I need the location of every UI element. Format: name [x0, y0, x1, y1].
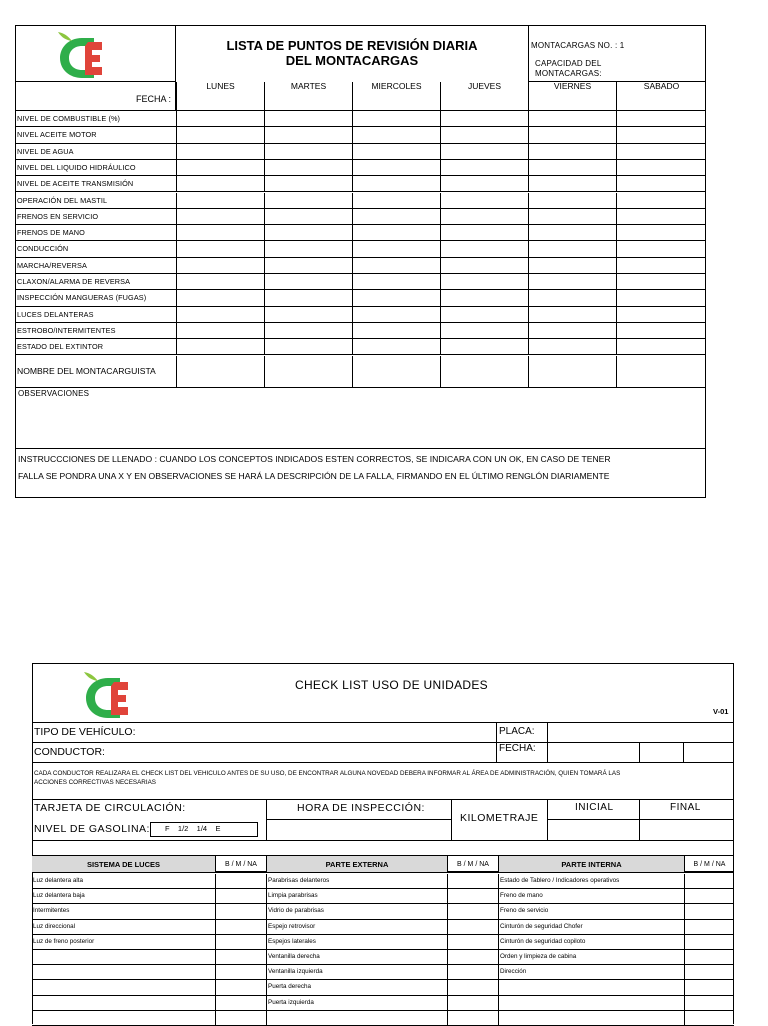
- mileage-initial-label: INICIAL: [575, 802, 614, 813]
- check-cell[interactable]: [352, 144, 440, 160]
- internal-rating-cell[interactable]: [684, 950, 734, 965]
- date-label: FECHA :: [136, 94, 172, 104]
- fuel-level-label: NIVEL DE GASOLINA:: [34, 823, 150, 835]
- date-input-year[interactable]: [683, 742, 734, 763]
- check-cell[interactable]: [528, 323, 616, 339]
- external-item: [266, 874, 447, 889]
- form2-title: CHECK LIST USO DE UNIDADES: [295, 678, 488, 692]
- date-label-2: FECHA:: [499, 743, 536, 754]
- date-input-month[interactable]: [639, 742, 683, 763]
- day-header-2: [352, 82, 440, 111]
- check-cell[interactable]: [264, 290, 352, 306]
- check-cell[interactable]: [616, 193, 706, 209]
- internal-item: [498, 965, 684, 980]
- lights-item: [32, 965, 215, 980]
- check-cell[interactable]: [528, 127, 616, 143]
- external-rating-cell[interactable]: [447, 920, 498, 935]
- operator-name-label: NOMBRE DEL MONTACARGUISTA: [17, 365, 156, 376]
- lights-rating-cell[interactable]: [215, 935, 266, 950]
- check-cell[interactable]: [176, 209, 264, 225]
- form1-title-line2: DEL MONTACARGAS: [285, 53, 419, 68]
- inspection-time-label: HORA DE INSPECCIÓN:: [297, 802, 425, 814]
- mileage-final-label: FINAL: [670, 802, 701, 813]
- check-cell[interactable]: [264, 258, 352, 274]
- check-cell[interactable]: [440, 176, 528, 192]
- check-cell[interactable]: [440, 225, 528, 241]
- check-cell[interactable]: [528, 274, 616, 290]
- check-cell[interactable]: [616, 127, 706, 143]
- plate-label: PLACA:: [499, 726, 535, 737]
- lights-item: [32, 996, 215, 1011]
- lights-item: [32, 980, 215, 995]
- check-cell[interactable]: [176, 127, 264, 143]
- check-cell[interactable]: [264, 127, 352, 143]
- check-cell[interactable]: [352, 258, 440, 274]
- lights-rating-header: B / M / NA: [215, 856, 266, 872]
- lights-item: [32, 889, 215, 904]
- operator-signature-cell[interactable]: [352, 356, 440, 389]
- check-cell[interactable]: [352, 160, 440, 176]
- external-item-label: Ventanilla izquierda: [268, 968, 323, 976]
- internal-item: [498, 874, 684, 889]
- checklist-item-label: INSPECCIÓN MANGUERAS (FUGAS): [17, 293, 147, 303]
- driver-label: CONDUCTOR:: [34, 746, 105, 758]
- check-cell[interactable]: [528, 144, 616, 160]
- operator-signature-cell[interactable]: [176, 356, 264, 389]
- check-cell[interactable]: [176, 225, 264, 241]
- checklist-item-label: NIVEL DE AGUA: [17, 146, 74, 156]
- external-item-label: Vidrio de parabrisas: [268, 907, 324, 915]
- notice-line1: CADA CONDUCTOR REALIZARA EL CHECK LIST DEL VEHICULO ANTES DE SU USO, DE ENCONTRAR ALGUNA NOVEDAD DEBERA INFORMAR AL ÁREA DE ADMINISTRACIÓN, QUIEN TOMARÁ LAS: [34, 770, 621, 777]
- check-cell[interactable]: [616, 111, 706, 127]
- lights-rating-cell[interactable]: [215, 965, 266, 980]
- check-cell[interactable]: [528, 193, 616, 209]
- check-cell[interactable]: [616, 176, 706, 192]
- internal-item-label: Freno de mano: [500, 892, 543, 900]
- check-cell[interactable]: [176, 274, 264, 290]
- check-cell[interactable]: [352, 193, 440, 209]
- check-cell[interactable]: [176, 176, 264, 192]
- check-cell[interactable]: [616, 258, 706, 274]
- check-cell[interactable]: [176, 193, 264, 209]
- check-cell[interactable]: [352, 274, 440, 290]
- notice-line2: ACCIONES CORRECTIVAS NECESARIAS: [34, 779, 156, 786]
- external-rating-cell[interactable]: [447, 904, 498, 919]
- internal-rating-header: B / M / NA: [684, 856, 734, 872]
- check-cell[interactable]: [616, 339, 706, 355]
- check-cell[interactable]: [264, 339, 352, 355]
- check-cell[interactable]: [352, 339, 440, 355]
- check-cell[interactable]: [264, 111, 352, 127]
- checklist-item-label: ESTROBO/INTERMITENTES: [17, 325, 116, 335]
- external-rating-cell[interactable]: [447, 935, 498, 950]
- day-header-0: [176, 82, 264, 111]
- day-label: LUNES: [206, 81, 235, 91]
- check-cell[interactable]: [528, 225, 616, 241]
- check-cell[interactable]: [352, 127, 440, 143]
- mileage-label: KILOMETRAJE: [460, 812, 539, 824]
- vehicle-type-label: TIPO DE VEHÍCULO:: [34, 726, 136, 738]
- check-cell[interactable]: [264, 323, 352, 339]
- external-item-label: Puerta izquierda: [268, 998, 314, 1006]
- day-header-5: [616, 82, 706, 111]
- checklist-item-label: LUCES DELANTERAS: [17, 309, 94, 319]
- check-cell[interactable]: [352, 307, 440, 323]
- external-item: [266, 935, 447, 950]
- check-cell[interactable]: [440, 241, 528, 257]
- lights-item-label: Luz de freno posterior: [33, 937, 95, 945]
- check-cell[interactable]: [176, 111, 264, 127]
- capacity-label-line2: MONTACARGAS:: [535, 69, 602, 78]
- check-cell[interactable]: [528, 339, 616, 355]
- check-cell[interactable]: [440, 290, 528, 306]
- lights-item-label: Luz delantera baja: [33, 892, 85, 900]
- check-cell[interactable]: [440, 209, 528, 225]
- internal-item: [498, 920, 684, 935]
- internal-item: [498, 935, 684, 950]
- external-item: [266, 996, 447, 1011]
- check-cell[interactable]: [616, 225, 706, 241]
- operator-signature-cell[interactable]: [616, 356, 706, 389]
- lights-rating-cell[interactable]: [215, 889, 266, 904]
- external-rating-cell[interactable]: [447, 980, 498, 995]
- check-cell[interactable]: [440, 258, 528, 274]
- check-cell[interactable]: [264, 144, 352, 160]
- internal-item: [498, 950, 684, 965]
- internal-header: PARTE INTERNA: [498, 856, 684, 872]
- checklist-item-label: CONDUCCIÓN: [17, 244, 69, 254]
- check-cell[interactable]: [440, 274, 528, 290]
- lights-item-label: Luz delantera alta: [33, 877, 84, 884]
- internal-rating-cell[interactable]: [684, 874, 734, 889]
- instructions-line1: INSTRUCCCIONES DE LLENADO : CUANDO LOS CONCEPTOS INDICADOS ESTEN CORRECTOS, SE INDICARA CON UN OK, EN CASO DE TENER: [18, 454, 611, 464]
- check-cell[interactable]: [176, 258, 264, 274]
- external-item: [266, 950, 447, 965]
- circulation-card-label: TARJETA DE CIRCULACIÓN:: [34, 802, 186, 814]
- check-cell[interactable]: [352, 241, 440, 257]
- instructions-line2: FALLA SE PONDRA UNA X Y EN OBSERVACIONES SE HARÁ LA DESCRIPCIÓN DE LA FALLA, FIRMANDO EN EL ÚLTIMO RENGLÓN DIARIAMENTE: [18, 471, 610, 481]
- lights-rating-cell[interactable]: [215, 950, 266, 965]
- checklist-item-label: FRENOS EN SERVICIO: [17, 211, 99, 221]
- checklist-item-label: NIVEL DE COMBUSTIBLE (%): [17, 114, 121, 123]
- internal-rating-cell[interactable]: [684, 965, 734, 980]
- check-cell[interactable]: [616, 307, 706, 323]
- check-cell[interactable]: [176, 323, 264, 339]
- check-cell[interactable]: [176, 160, 264, 176]
- check-cell[interactable]: [176, 339, 264, 355]
- external-item: [266, 920, 447, 935]
- check-cell[interactable]: [352, 225, 440, 241]
- internal-rating-cell[interactable]: [684, 980, 734, 995]
- check-cell[interactable]: [616, 144, 706, 160]
- external-item-label: Espejos laterales: [268, 937, 316, 945]
- internal-item-label: Dirección: [500, 968, 527, 976]
- check-cell[interactable]: [176, 290, 264, 306]
- mileage-input-row[interactable]: [547, 819, 734, 820]
- checklist-item-label: MARCHA/REVERSA: [17, 260, 87, 270]
- checklist-item-label: CLAXON/ALARMA DE REVERSA: [17, 277, 131, 286]
- check-cell[interactable]: [616, 274, 706, 290]
- check-cell[interactable]: [528, 307, 616, 323]
- mileage-divider: [639, 799, 640, 841]
- internal-rating-cell[interactable]: [684, 996, 734, 1011]
- check-cell[interactable]: [440, 160, 528, 176]
- external-item: [266, 889, 447, 904]
- lights-item-label: Intermitentes: [33, 907, 70, 915]
- day-header-4: [528, 82, 616, 111]
- internal-item-label: Orden y limpieza de cabina: [500, 953, 577, 960]
- lights-item-label: Luz direccional: [33, 922, 76, 930]
- form1-title-line1: LISTA DE PUNTOS DE REVISIÓN DIARIA: [226, 38, 478, 53]
- lights-item: [32, 935, 215, 950]
- check-cell[interactable]: [528, 290, 616, 306]
- check-cell[interactable]: [440, 193, 528, 209]
- internal-rating-cell[interactable]: [684, 904, 734, 919]
- lights-item: [32, 904, 215, 919]
- check-cell[interactable]: [528, 258, 616, 274]
- day-label: VIERNES: [553, 81, 592, 91]
- check-cell[interactable]: [352, 290, 440, 306]
- check-cell[interactable]: [616, 160, 706, 176]
- check-cell[interactable]: [440, 111, 528, 127]
- lights-rating-cell[interactable]: [215, 904, 266, 919]
- external-item-label: Parabrisas delanteros: [268, 877, 330, 884]
- lights-item: [32, 950, 215, 965]
- check-cell[interactable]: [616, 323, 706, 339]
- day-label: JUEVES: [467, 81, 502, 91]
- check-cell[interactable]: [528, 241, 616, 257]
- check-cell[interactable]: [264, 160, 352, 176]
- external-rating-cell[interactable]: [447, 950, 498, 965]
- mileage-cell: [451, 799, 452, 841]
- company-logo: [52, 28, 108, 80]
- external-rating-cell[interactable]: [447, 889, 498, 904]
- check-cell[interactable]: [264, 307, 352, 323]
- checklist-item-label: FRENOS DE MANO: [17, 228, 85, 238]
- internal-item: [498, 996, 684, 1011]
- operator-signature-cell[interactable]: [440, 356, 528, 389]
- company-logo-2: [78, 668, 134, 720]
- external-rating-cell[interactable]: [447, 996, 498, 1011]
- internal-item: [498, 904, 684, 919]
- forklift-number: MONTACARGAS NO. : 1: [531, 41, 625, 50]
- check-cell[interactable]: [528, 111, 616, 127]
- internal-item-label: Freno de servicio: [500, 907, 549, 915]
- internal-rating-cell[interactable]: [684, 920, 734, 935]
- check-cell[interactable]: [352, 176, 440, 192]
- check-cell[interactable]: [528, 209, 616, 225]
- day-label: MIERCOLES: [371, 81, 422, 91]
- plate-input[interactable]: [547, 722, 734, 742]
- observations-area[interactable]: [15, 388, 706, 449]
- check-cell[interactable]: [264, 225, 352, 241]
- check-cell[interactable]: [264, 176, 352, 192]
- internal-rating-cell[interactable]: [684, 889, 734, 904]
- external-item: [266, 965, 447, 980]
- check-cell[interactable]: [264, 193, 352, 209]
- fuel-scale-text: F 1/2 1/4 E: [165, 824, 221, 833]
- check-cell[interactable]: [176, 241, 264, 257]
- date-input-day[interactable]: [547, 742, 639, 763]
- checklist-item-label: OPERACIÓN DEL MASTIL: [17, 195, 108, 205]
- lights-item: [32, 874, 215, 889]
- day-label: MARTES: [290, 81, 327, 91]
- check-cell[interactable]: [176, 144, 264, 160]
- external-rating-header: B / M / NA: [447, 856, 498, 872]
- internal-item-label: Cinturón de seguridad copiloto: [500, 937, 586, 945]
- checklist-item-label: NIVEL DEL LIQUIDO HIDRÁULICO: [17, 162, 136, 172]
- lights-rating-cell[interactable]: [215, 920, 266, 935]
- check-cell[interactable]: [352, 209, 440, 225]
- external-rating-cell[interactable]: [447, 874, 498, 889]
- external-rating-cell[interactable]: [447, 965, 498, 980]
- internal-item: [498, 980, 684, 995]
- internal-item: [498, 889, 684, 904]
- lights-rating-cell[interactable]: [215, 980, 266, 995]
- operator-signature-cell[interactable]: [264, 356, 352, 389]
- check-cell[interactable]: [616, 209, 706, 225]
- internal-rating-cell[interactable]: [684, 935, 734, 950]
- check-cell[interactable]: [616, 290, 706, 306]
- external-item: [266, 904, 447, 919]
- check-cell[interactable]: [440, 323, 528, 339]
- check-cell[interactable]: [440, 127, 528, 143]
- check-cell[interactable]: [440, 339, 528, 355]
- lights-rating-cell[interactable]: [215, 996, 266, 1011]
- external-item-label: Espejo retrovisor: [268, 922, 316, 930]
- check-cell[interactable]: [440, 144, 528, 160]
- external-item-label: Ventanilla derecha: [268, 953, 320, 960]
- external-item-label: Puerta derecha: [268, 983, 312, 991]
- check-cell[interactable]: [352, 111, 440, 127]
- check-cell[interactable]: [264, 274, 352, 290]
- inspection-time-input[interactable]: [266, 819, 451, 841]
- lights-item: [32, 920, 215, 935]
- operator-signature-cell[interactable]: [528, 356, 616, 389]
- check-cell[interactable]: [352, 323, 440, 339]
- check-cell[interactable]: [264, 241, 352, 257]
- check-cell[interactable]: [264, 209, 352, 225]
- day-label: SABADO: [643, 81, 680, 91]
- check-cell[interactable]: [440, 307, 528, 323]
- check-cell[interactable]: [176, 307, 264, 323]
- form-version: V-01: [713, 707, 729, 716]
- checklist-item-label: ESTADO DEL EXTINTOR: [17, 342, 104, 352]
- day-header-1: [264, 82, 352, 111]
- external-item-label: Limpia parabrisas: [268, 892, 318, 900]
- external-item: [266, 980, 447, 995]
- check-cell[interactable]: [528, 176, 616, 192]
- capacity-label-line1: CAPACIDAD DEL: [535, 59, 602, 68]
- lights-rating-cell[interactable]: [215, 874, 266, 889]
- lights-header: SISTEMA DE LUCES: [32, 856, 215, 872]
- internal-item-label: Cinturón de seguridad Chofer: [500, 922, 583, 930]
- internal-item-label: Estado de Tablero / Indicadores operativos: [500, 877, 620, 884]
- checklist-item-label: NIVEL ACEITE MOTOR: [17, 130, 97, 140]
- external-header: PARTE EXTERNA: [266, 856, 447, 872]
- check-cell[interactable]: [528, 160, 616, 176]
- day-header-3: [440, 82, 528, 111]
- observations-label: OBSERVACIONES: [18, 389, 90, 398]
- check-cell[interactable]: [616, 241, 706, 257]
- checklist-item-label: NIVEL DE ACEITE TRANSMISIÓN: [17, 179, 134, 189]
